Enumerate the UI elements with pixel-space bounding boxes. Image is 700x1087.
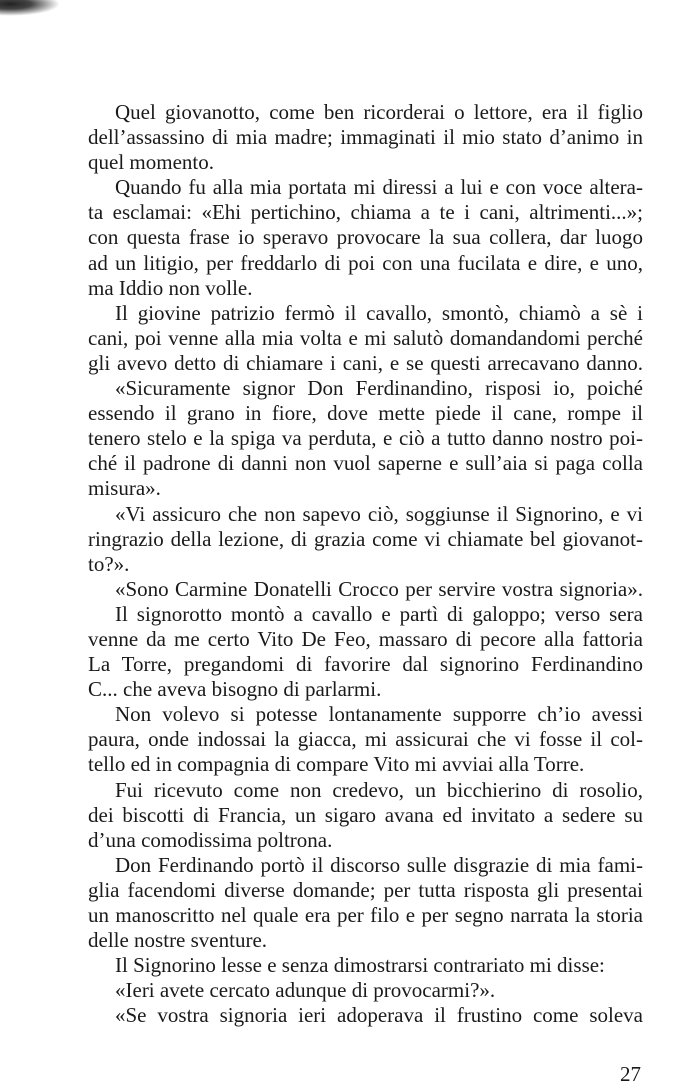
text-line: ma Iddio non volle. [88, 275, 253, 300]
text-line: tello ed in compagnia di compare Vito mi avviai alla Torre. [88, 752, 585, 777]
text-line: C... che aveva bisogno di parlarmi. [88, 677, 382, 702]
text-line: Fui ricevuto come non credevo, un bicchierino di rosolio, [115, 777, 643, 802]
text-line: delle nostre sventure. [88, 928, 268, 953]
text-line: «Sono Carmine Donatelli Crocco per servire vostra signoria». [115, 576, 643, 601]
text-line: Il signorotto montò a cavallo e partì di galoppo; verso sera [115, 601, 643, 626]
text-line: dei biscotti di Francia, un sigaro avana ed invitato a sedere su [88, 802, 643, 827]
text-line: «Se vostra signoria ieri adoperava il frustino come soleva [115, 1003, 643, 1028]
text-line: tenero stelo e la spiga va perduta, e ciò a tutto danno nostro poi- [88, 426, 643, 451]
text-line: ringrazio della lezione, di grazia come vi chiamate bel giovanot- [88, 526, 643, 551]
text-line: quel momento. [88, 150, 214, 175]
text-line: «Vi assicuro che non sapevo ciò, soggiunse il Signorino, e vi [115, 501, 643, 526]
text-line: con questa frase io speravo provocare la sua collera, dar luogo [88, 225, 643, 250]
text-line: glia facendomi diverse domande; per tutta risposta gli presentai [88, 877, 643, 902]
text-line: misura». [88, 476, 161, 501]
text-line: dell’assassino di mia madre; immaginati il mio stato d’animo in [88, 125, 643, 150]
text-line: «Ieri avete cercato adunque di provocarmi?». [115, 978, 496, 1003]
text-line: ché il padrone di danni non vuol saperne e sull’aia si paga colla [88, 451, 643, 476]
page-number: 27 [620, 1062, 641, 1086]
text-line: venne da me certo Vito De Feo, massaro di pecore alla fattoria [88, 626, 643, 651]
text-line: to?». [88, 551, 130, 576]
text-line: d’una comodissima poltrona. [88, 827, 333, 852]
text-line: paura, onde indossai la giacca, mi assicurai che vi fosse il col- [88, 727, 643, 752]
text-line: Non volevo si potesse lontanamente supporre ch’io avessi [115, 702, 643, 727]
text-line: Il Signorino lesse e senza dimostrarsi contrariato mi disse: [115, 953, 605, 978]
text-line: ta esclamai: «Ehi pertichino, chiama a te i cani, altrimenti...»; [88, 200, 643, 225]
text-line: cani, poi venne alla mia volta e mi salutò domandandomi perché [88, 325, 643, 350]
body-text [88, 100, 643, 1028]
text-line: «Sicuramente signor Don Ferdinandino, risposi io, poiché [115, 376, 643, 401]
text-line: Don Ferdinando portò il discorso sulle disgrazie di mia fami- [115, 852, 643, 877]
text-line: Quando fu alla mia portata mi diressi a lui e con voce altera- [115, 175, 643, 200]
text-line: Il giovine patrizio fermò il cavallo, smontò, chiamò a sè i [115, 300, 643, 325]
scan-artifact [0, 0, 60, 16]
text-line: Quel giovanotto, come ben ricorderai o lettore, era il figlio [115, 100, 643, 124]
text-line: ad un litigio, per freddarlo di poi con una fucilata e dire, e uno, [88, 250, 643, 275]
text-line: La Torre, pregandomi di favorire dal signorino Ferdinandino [88, 652, 643, 677]
text-line: un manoscritto nel quale era per filo e per segno narrata la storia [88, 903, 643, 927]
text-line: gli avevo detto di chiamare i cani, e se questi arrecavano danno. [88, 350, 643, 375]
text-line: essendo il grano in fiore, dove mette piede il cane, rompe il [88, 401, 643, 426]
